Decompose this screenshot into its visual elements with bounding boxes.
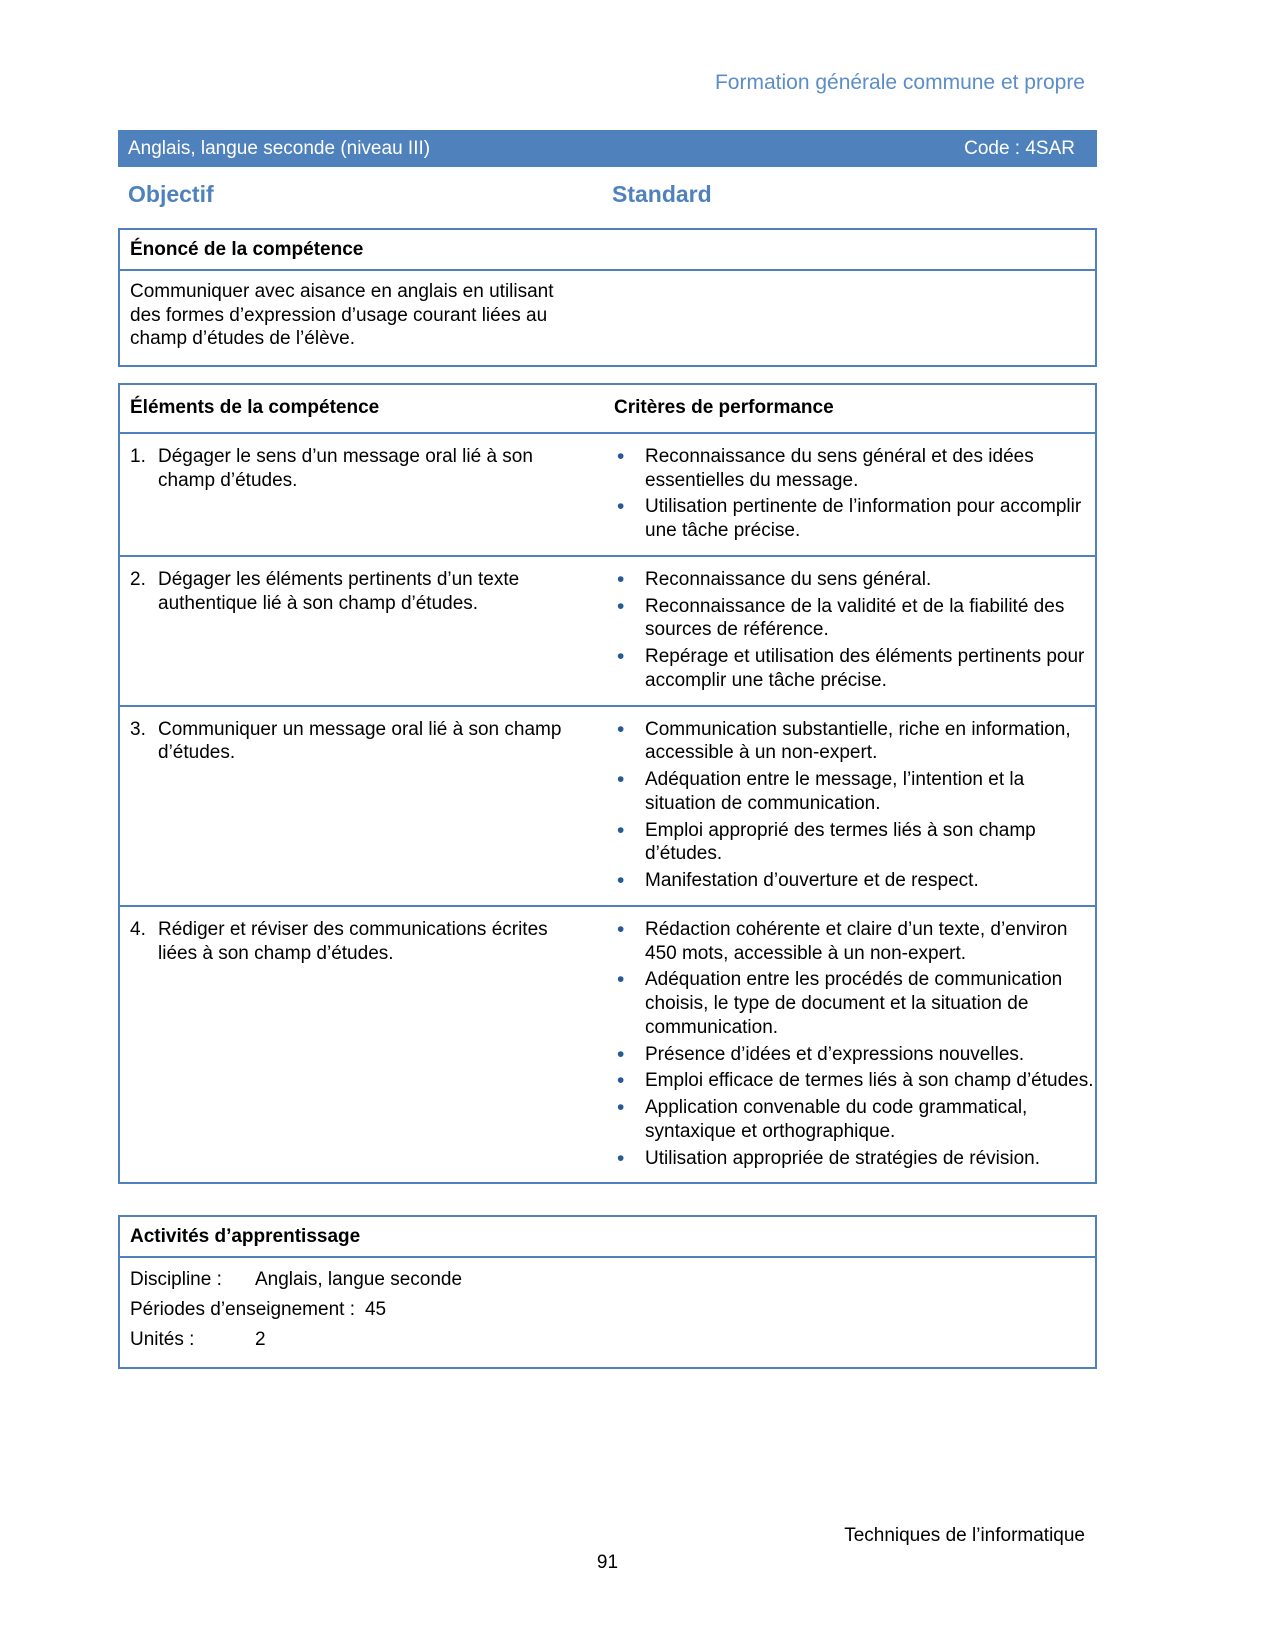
criteria-item: • Manifestation d’ouverture et de respect. bbox=[614, 869, 1095, 893]
element-text: Dégager les éléments pertinents d’un texte authentique lié à son champ d’études. bbox=[158, 568, 520, 614]
table-row bbox=[120, 555, 1095, 705]
element-number: 2. bbox=[130, 568, 146, 590]
elements-column-header: Éléments de la compétence bbox=[130, 397, 380, 418]
activites-body bbox=[120, 1258, 1095, 1367]
element-number: 4. bbox=[130, 918, 146, 940]
element-cell bbox=[120, 568, 614, 693]
criteria-item: • Rédaction cohérente et claire d’un texte, d’environ 450 mots, accessible à un non-expert. bbox=[614, 918, 1095, 966]
criteria-item: • Utilisation appropriée de stratégies de révision. bbox=[614, 1147, 1095, 1171]
criteria-item: • Emploi efficace de termes liés à son champ d’études. bbox=[614, 1069, 1095, 1093]
criteria-item: • Application convenable du code grammatical, syntaxique et orthographique. bbox=[614, 1096, 1095, 1144]
criteria-item: • Adéquation entre les procédés de communication choisis, le type de document et la situation de communication. bbox=[614, 968, 1095, 1039]
page-number: 91 bbox=[596, 1552, 619, 1573]
table-row bbox=[120, 705, 1095, 905]
criteria-item: • Présence d’idées et d’expressions nouvelles. bbox=[614, 1043, 1095, 1067]
criteria-item: • Emploi approprié des termes liés à son champ d’études. bbox=[614, 819, 1095, 867]
criteria-list bbox=[614, 445, 1095, 543]
activites-row-unites bbox=[130, 1325, 1085, 1355]
activites-box bbox=[118, 1215, 1097, 1369]
criteria-list bbox=[614, 568, 1095, 693]
element-text: Communiquer un message oral lié à son champ d’études. bbox=[158, 718, 562, 764]
periodes-label: Périodes d’enseignement : bbox=[130, 1299, 355, 1320]
enonce-text: Communiquer avec aisance en anglais en utilisant des formes d’expression d’usage courant liées au champ d’études de l’élève. bbox=[130, 280, 554, 350]
course-code: Code : 4SAR bbox=[964, 137, 1075, 159]
enonce-body bbox=[120, 271, 1095, 365]
element-number: 3. bbox=[130, 718, 146, 740]
main-content bbox=[118, 228, 1097, 1369]
criteria-item: • Communication substantielle, riche en information, accessible à un non-expert. bbox=[614, 718, 1095, 766]
page-header-note: Formation générale commune et propre bbox=[714, 71, 1085, 94]
criteria-item: • Reconnaissance de la validité et de la fiabilité des sources de référence. bbox=[614, 595, 1095, 643]
element-cell bbox=[120, 918, 614, 1171]
objectif-heading: Objectif bbox=[128, 181, 214, 207]
criteria-item: • Adéquation entre le message, l’intention et la situation de communication. bbox=[614, 768, 1095, 816]
criteria-item: • Utilisation pertinente de l’information pour accomplir une tâche précise. bbox=[614, 495, 1095, 543]
enonce-box bbox=[118, 228, 1097, 367]
activites-header: Activités d’apprentissage bbox=[120, 1217, 1095, 1258]
discipline-label: Discipline : bbox=[130, 1269, 222, 1290]
criteres-column-header: Critères de performance bbox=[614, 397, 834, 418]
element-cell bbox=[120, 718, 614, 893]
criteria-list bbox=[614, 718, 1095, 893]
criteria-item: • Reconnaissance du sens général et des idées essentielles du message. bbox=[614, 445, 1095, 493]
activites-row-periodes bbox=[130, 1295, 1085, 1325]
element-text: Dégager le sens d’un message oral lié à son champ d’études. bbox=[158, 445, 533, 491]
section-headings bbox=[128, 180, 1097, 209]
enonce-header: Énoncé de la compétence bbox=[120, 230, 1095, 271]
criteria-item: • Reconnaissance du sens général. bbox=[614, 568, 1095, 592]
course-title: Anglais, langue seconde (niveau III) bbox=[128, 137, 431, 159]
unites-value: 2 bbox=[255, 1329, 266, 1350]
criteria-list bbox=[614, 918, 1095, 1171]
element-text: Rédiger et réviser des communications écrites liées à son champ d’études. bbox=[158, 918, 548, 964]
element-cell bbox=[120, 445, 614, 543]
table-row bbox=[120, 905, 1095, 1183]
criteria-item: • Repérage et utilisation des éléments pertinents pour accomplir une tâche précise. bbox=[614, 645, 1095, 693]
competence-table-header bbox=[120, 385, 1095, 434]
activites-row-discipline bbox=[130, 1265, 1085, 1295]
element-number: 1. bbox=[130, 445, 146, 467]
course-title-bar bbox=[118, 130, 1097, 167]
footer-program-name: Techniques de l’informatique bbox=[844, 1525, 1085, 1546]
competence-table bbox=[118, 383, 1097, 1184]
periodes-value: 45 bbox=[364, 1299, 387, 1320]
discipline-value: Anglais, langue seconde bbox=[255, 1269, 463, 1290]
unites-label: Unités : bbox=[130, 1329, 195, 1350]
standard-heading: Standard bbox=[612, 181, 712, 207]
table-row bbox=[120, 434, 1095, 555]
